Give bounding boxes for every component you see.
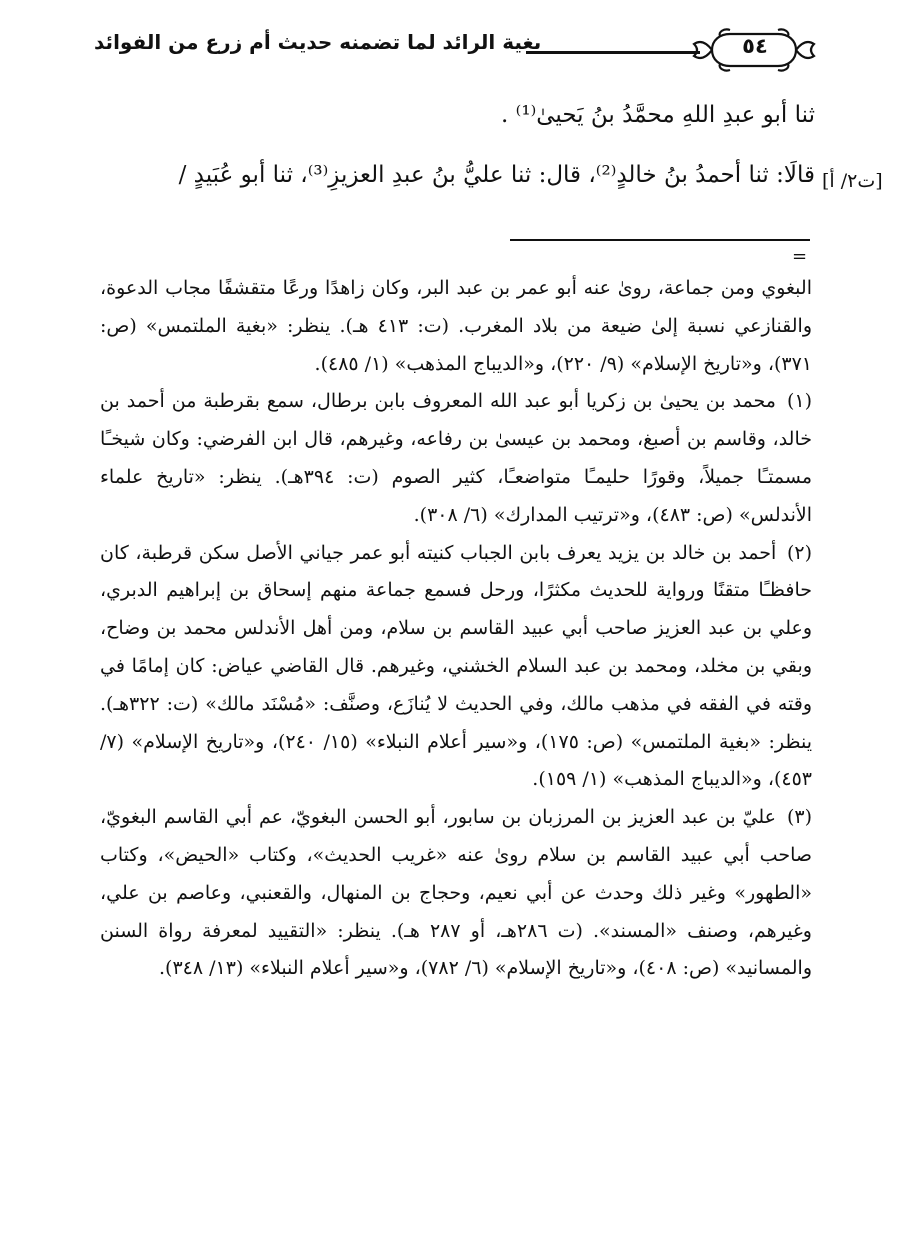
main-text-line: قالَا: ثنا أحمدُ بنُ خالدٍ⁽²⁾، قال: ثنا عليُّ بنُ عبدِ العزيزِ⁽³⁾، ثنا أبو عُبَيدٍ / [178, 162, 815, 188]
main-text-line: ثنا أبو عبدِ اللهِ محمَّدُ بنُ يَحيىٰ⁽¹⁾ . [501, 102, 815, 128]
footnote-text: محمد بن يحيىٰ بن زكريا أبو عبد الله المعروف بابن برطال، سمع بقرطبة من أحمد بن خالد، وقاسم بن أصبغ، ومحمد بن عيسىٰ بن رفاعه، وغيرهم، قال ابن الفرضي: وكان شيخـًا مسمتـًا جميلاً، وقورًا حليمـًا متواضعـًا، كثير الصوم (ت: ٣٩٤هـ). ينظر: «تاريخ علماء الأندلس» (ص: ٤٨٣)، و«ترتيب المدارك» (٦/ ٣٠٨). [100, 390, 812, 526]
page-number: ٥٤ [742, 34, 768, 58]
footnote-text: أحمد بن خالد بن يزيد يعرف بابن الجباب كنيته أبو عمر جياني الأصل سكن قرطبة، كان حافظـًا متقنًا ورواية للحديث مكثرًا، ورحل فسمع جماعة منهم إسحاق بن إبراهيم الدبري، وعلي بن عبد العزيز صاحب أبي عبيد القاسم بن سلام، ومن أهل الأندلس محمد بن وضاح، وبقي بن مخلد، ومحمد بن عبد السلام الخشني، وغيرهم. قال القاضي عياض: كان إمامًا في وقته في الفقه في مذهب مالك، وفي الحديث لا يُنازَع، وصنَّف: «مُسْنَد مالك» (ت: ٣٢٢هـ). ينظر: «بغية الملتمس» (ص: ١٧٥)، و«سير أعلام النبلاء» (١٥/ ٢٤٠)، و«تاريخ الإسلام» (٧/ ٤٥٣)، و«الديباج المذهب» (١/ ١٥٩). [100, 541, 812, 791]
footnote-item [100, 383, 812, 534]
footnote-number: (٣) [786, 806, 812, 829]
footnote-item [100, 535, 812, 800]
footnotes [100, 270, 812, 988]
footnote-continuation-mark: = [792, 246, 808, 267]
footnote-separator [510, 239, 810, 241]
footnote-text: عليّ بن عبد العزيز بن المرزبان بن سابور، أبو الحسن البغويّ، عم أبي القاسم البغويّ، صاحب أبي عبيد القاسم بن سلام روىٰ عنه «غريب الحديث»، وكتاب «الحيض»، وكتاب «الطهور» وغير ذلك وحدث عن أبي نعيم، وحجاج بن المنهال، والقعنبي، وعاصم بن علي، وغيرهم، وصنف «المسند». (ت ٢٨٦هـ، أو ٢٨٧ هـ). ينظر: «التقييد لمعرفة رواة السنن والمسانيد» (ص: ٤٠٨)، و«تاريخ الإسلام» (٦/ ٧٨٢)، و«سير أعلام النبلاء» (١٣/ ٣٤٨). [100, 806, 812, 980]
manuscript-folio-marker: [ت٢/ أ] [822, 170, 883, 192]
footnote-number: (١) [786, 390, 812, 413]
footnote-item [100, 799, 812, 988]
header-rule [526, 51, 700, 54]
footnote-number: (٢) [786, 541, 812, 564]
footnote-continuation: البغوي ومن جماعة، روىٰ عنه أبو عمر بن عبد البر، وكان زاهدًا ورعًا متقشفًا مجاب الدعوة، والقنازعي نسبة إلىٰ ضيعة من بلاد المغرب. (ت: ٤١٣ هـ). ينظر: «بغية الملتمس» (ص: ٣٧١)، و«تاريخ الإسلام» (٩/ ٢٢٠)، و«الديباج المذهب» (١/ ٤٨٥). [100, 277, 812, 375]
running-title: بغية الرائد لما تضمنه حديث أم زرع من الفوائد [94, 30, 542, 54]
